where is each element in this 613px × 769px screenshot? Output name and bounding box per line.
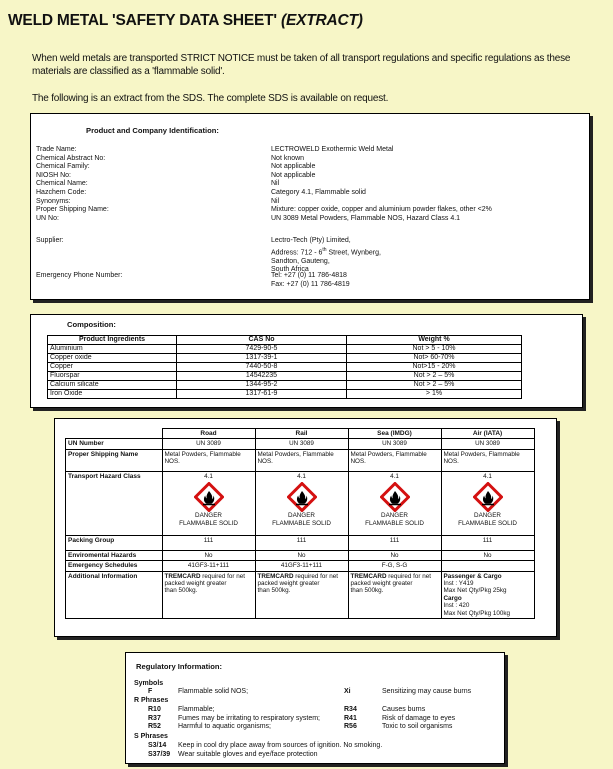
comp-cell-ingredient: Fluorspar xyxy=(48,372,177,381)
phone-label: Emergency Phone Number: xyxy=(36,272,123,279)
s-phrases-heading: S Phrases xyxy=(134,733,168,740)
transport-header-air: Air (IATA) xyxy=(441,429,534,439)
table-row xyxy=(48,354,522,363)
r-phrase-text: Risk of damage to eyes xyxy=(382,714,456,722)
flame-hazard-icon xyxy=(287,482,317,512)
s-phrase-text: Keep in cool dry place away from sources of ignition. No smoking. xyxy=(178,742,383,749)
table-row xyxy=(48,381,522,390)
intro-note: The following is an extract from the SDS. The complete SDS is available on request. xyxy=(32,93,389,104)
tremcard-label: TREMCARD xyxy=(350,572,387,580)
product-row-value: Nil xyxy=(271,197,280,205)
flammable-solid-label: FLAMMABLE SOLID xyxy=(458,519,517,527)
product-row-label: NIOSH No: xyxy=(36,171,72,179)
additional-info-road: TREMCARD required for net packed weight greater than 500kg. xyxy=(162,571,255,618)
product-row-value: Not applicable xyxy=(271,163,316,171)
emergency-schedules-road: 41GF3-11+111 xyxy=(162,561,255,571)
comp-cell-cas: 14542235 xyxy=(177,372,347,381)
danger-label: DANGER xyxy=(288,512,315,520)
hazard-class-rail xyxy=(255,471,348,535)
un-number-rail: UN 3089 xyxy=(255,439,348,449)
flame-hazard-icon xyxy=(380,482,410,512)
un-number-label: UN Number xyxy=(66,439,163,449)
product-identification-box xyxy=(30,113,590,300)
env-hazards-road: No xyxy=(162,550,255,560)
symbol-xi-code: Xi xyxy=(344,688,351,695)
page-title: WELD METAL 'SAFETY DATA SHEET' (EXTRACT) xyxy=(8,12,363,29)
comp-cell-cas: 1317-39-1 xyxy=(177,354,347,363)
s-phrase-text: Wear suitable gloves and eye/face protection xyxy=(178,750,318,758)
emergency-schedules-label: Emergency Schedules xyxy=(66,561,163,571)
symbol-f-text: Flammable solid NOS; xyxy=(178,688,249,695)
s-phrase-code: S37/39 xyxy=(148,750,171,758)
r-phrases-heading: R Phrases xyxy=(134,697,169,704)
emergency-schedules-rail: 41GF3-11+111 xyxy=(255,561,348,571)
comp-cell-ingredient: Iron Oxide xyxy=(48,390,177,399)
comp-cell-cas: 7429-90-5 xyxy=(177,345,347,354)
additional-info-air: Passenger & Cargo Inst : Y419 Max Net Qty/Pkg 25kg Cargo Inst : 420 Max Net Qty/Pkg 100kg xyxy=(441,571,534,618)
env-hazards-rail: No xyxy=(255,550,348,560)
r-phrase-code: R56 xyxy=(344,723,357,731)
transport-header-road: Road xyxy=(162,429,255,439)
table-row xyxy=(48,390,522,399)
flammable-solid-label: FLAMMABLE SOLID xyxy=(365,519,424,527)
danger-label: DANGER xyxy=(474,512,501,520)
product-row-value: Nil xyxy=(271,180,280,188)
flame-hazard-icon xyxy=(473,482,503,512)
comp-cell-weight: > 1% xyxy=(347,390,522,399)
r-phrase-text: Causes burns xyxy=(382,706,426,713)
r-phrase-code: R37 xyxy=(148,714,161,722)
product-row-label: Chemical Name: xyxy=(36,180,88,188)
hazard-class-road xyxy=(162,471,255,535)
packing-group-rail: 111 xyxy=(255,535,348,550)
r-phrase-code: R10 xyxy=(148,706,161,713)
hazard-class-number: 4.1 xyxy=(483,472,492,480)
comp-header-cas: CAS No xyxy=(177,336,347,345)
comp-cell-weight: Not> 60-70% xyxy=(347,354,522,363)
composition-table xyxy=(47,335,522,399)
table-row xyxy=(48,372,522,381)
comp-header-weight: Weight % xyxy=(347,336,522,345)
transport-table xyxy=(65,428,535,619)
comp-cell-ingredient: Copper oxide xyxy=(48,354,177,363)
r-phrase-code: R34 xyxy=(344,706,357,713)
r-phrase-text: Flammable; xyxy=(178,706,215,713)
s-phrase-code: S3/14 xyxy=(148,742,167,749)
flammable-solid-label: FLAMMABLE SOLID xyxy=(179,519,238,527)
packing-group-road: 111 xyxy=(162,535,255,550)
emergency-schedules-air xyxy=(441,561,534,571)
hazard-class-number: 4.1 xyxy=(204,472,213,480)
product-row-label: Chemical Abstract No: xyxy=(36,154,106,162)
additional-info-label: Additional Information xyxy=(66,571,163,618)
un-number-air: UN 3089 xyxy=(441,439,534,449)
hazard-class-label: Transport Hazard Class xyxy=(66,471,163,535)
r-phrase-code: R52 xyxy=(148,723,161,731)
product-row-label: Trade Name: xyxy=(36,146,77,153)
comp-cell-weight: Not > 5 - 10% xyxy=(347,345,522,354)
r-phrase-text: Harmful to aquatic organisms; xyxy=(178,723,271,731)
intro-paragraph: When weld metals are transported STRICT NOTICE must be taken of all transport regulations and specific regulations as these materials are classified as a 'flammable solid'. xyxy=(32,53,571,77)
table-row xyxy=(48,363,522,372)
product-heading: Product and Company Identification: xyxy=(86,126,219,135)
shipping-name-label: Proper Shipping Name xyxy=(66,449,163,471)
transport-header-sea: Sea (IMDG) xyxy=(348,429,441,439)
product-row-label: UN No: xyxy=(36,214,59,222)
transport-box xyxy=(54,418,557,637)
symbol-xi-text: Sensitizing may cause burns xyxy=(382,688,472,695)
comp-cell-weight: Not>15 - 20% xyxy=(347,363,522,372)
emergency-schedules-sea: F-G, S-G xyxy=(348,561,441,571)
symbol-f-code: F xyxy=(148,688,153,695)
product-row-label: Proper Shipping Name: xyxy=(36,206,109,214)
comp-cell-cas: 1344-95-2 xyxy=(177,381,347,390)
hazard-class-sea xyxy=(348,471,441,535)
packing-group-sea: 111 xyxy=(348,535,441,550)
comp-cell-ingredient: Copper xyxy=(48,363,177,372)
composition-heading: Composition: xyxy=(67,320,116,329)
hazard-class-air xyxy=(441,471,534,535)
flammable-solid-label: FLAMMABLE SOLID xyxy=(272,519,331,527)
shipping-name-road: Metal Powders, Flammable NOS. xyxy=(162,449,255,471)
comp-header-ingredient: Product Ingredients xyxy=(48,336,177,345)
tremcard-label: TREMCARD xyxy=(164,572,201,580)
product-row-value: Mixture: copper oxide, copper and aluminium powder flakes, other <2% xyxy=(271,206,492,214)
table-row xyxy=(48,345,522,354)
product-row-value: LECTROWELD Exothermic Weld Metal xyxy=(271,146,394,153)
product-row-value: Category 4.1, Flammable solid xyxy=(271,189,366,196)
tremcard-label: TREMCARD xyxy=(257,572,294,580)
product-row-value: UN 3089 Metal Powders, Flammable NOS, Hazard Class 4.1 xyxy=(271,214,461,222)
symbols-heading: Symbols xyxy=(134,680,164,687)
phone-numbers: Tel: +27 (0) 11 786-4818 Fax: +27 (0) 11 786-4819 xyxy=(271,272,350,288)
additional-info-sea: TREMCARD required for net packed weight greater than 500kg. xyxy=(348,571,441,618)
comp-cell-weight: Not > 2 – 5% xyxy=(347,372,522,381)
composition-box xyxy=(30,314,583,408)
r-phrase-code: R41 xyxy=(344,714,357,722)
product-row-value: Not applicable xyxy=(271,171,316,179)
env-hazards-label: Enviromental Hazards xyxy=(66,550,163,560)
env-hazards-sea: No xyxy=(348,550,441,560)
regulatory-box xyxy=(125,652,505,764)
product-row-label: Synonyms: xyxy=(36,197,71,205)
additional-info-rail: TREMCARD required for net packed weight greater than 500kg. xyxy=(255,571,348,618)
comp-cell-cas: 7440-50-8 xyxy=(177,363,347,372)
comp-cell-ingredient: Calcium silicate xyxy=(48,381,177,390)
comp-cell-ingredient: Aluminium xyxy=(48,345,177,354)
transport-header-rail: Rail xyxy=(255,429,348,439)
r-phrase-text: Fumes may be irritating to respiratory system; xyxy=(178,714,320,722)
shipping-name-air: Metal Powders, Flammable NOS. xyxy=(441,449,534,471)
shipping-name-rail: Metal Powders, Flammable NOS. xyxy=(255,449,348,471)
danger-label: DANGER xyxy=(195,512,222,520)
supplier-label: Supplier: xyxy=(36,237,64,244)
packing-group-label: Packing Group xyxy=(66,535,163,550)
un-number-road: UN 3089 xyxy=(162,439,255,449)
product-row-label: Chemical Family: xyxy=(36,163,90,171)
packing-group-air: 111 xyxy=(441,535,534,550)
product-row-value: Not known xyxy=(271,154,305,162)
flame-hazard-icon xyxy=(194,482,224,512)
shipping-name-sea: Metal Powders, Flammable NOS. xyxy=(348,449,441,471)
supplier-address: Lectro-Tech (Pty) Limited, Address: 712 - 6th Street, Wynberg, Sandton, Gauteng, South Africa xyxy=(271,237,381,274)
r-phrase-text: Toxic to soil organisms xyxy=(382,723,453,731)
product-row-label: Hazchem Code: xyxy=(36,189,87,196)
comp-cell-weight: Not > 2 – 5% xyxy=(347,381,522,390)
un-number-sea: UN 3089 xyxy=(348,439,441,449)
env-hazards-air: No xyxy=(441,550,534,560)
comp-cell-cas: 1317-61-9 xyxy=(177,390,347,399)
hazard-class-number: 4.1 xyxy=(297,472,306,480)
danger-label: DANGER xyxy=(381,512,408,520)
hazard-class-number: 4.1 xyxy=(390,472,399,480)
regulatory-heading: Regulatory Information: xyxy=(136,662,223,671)
